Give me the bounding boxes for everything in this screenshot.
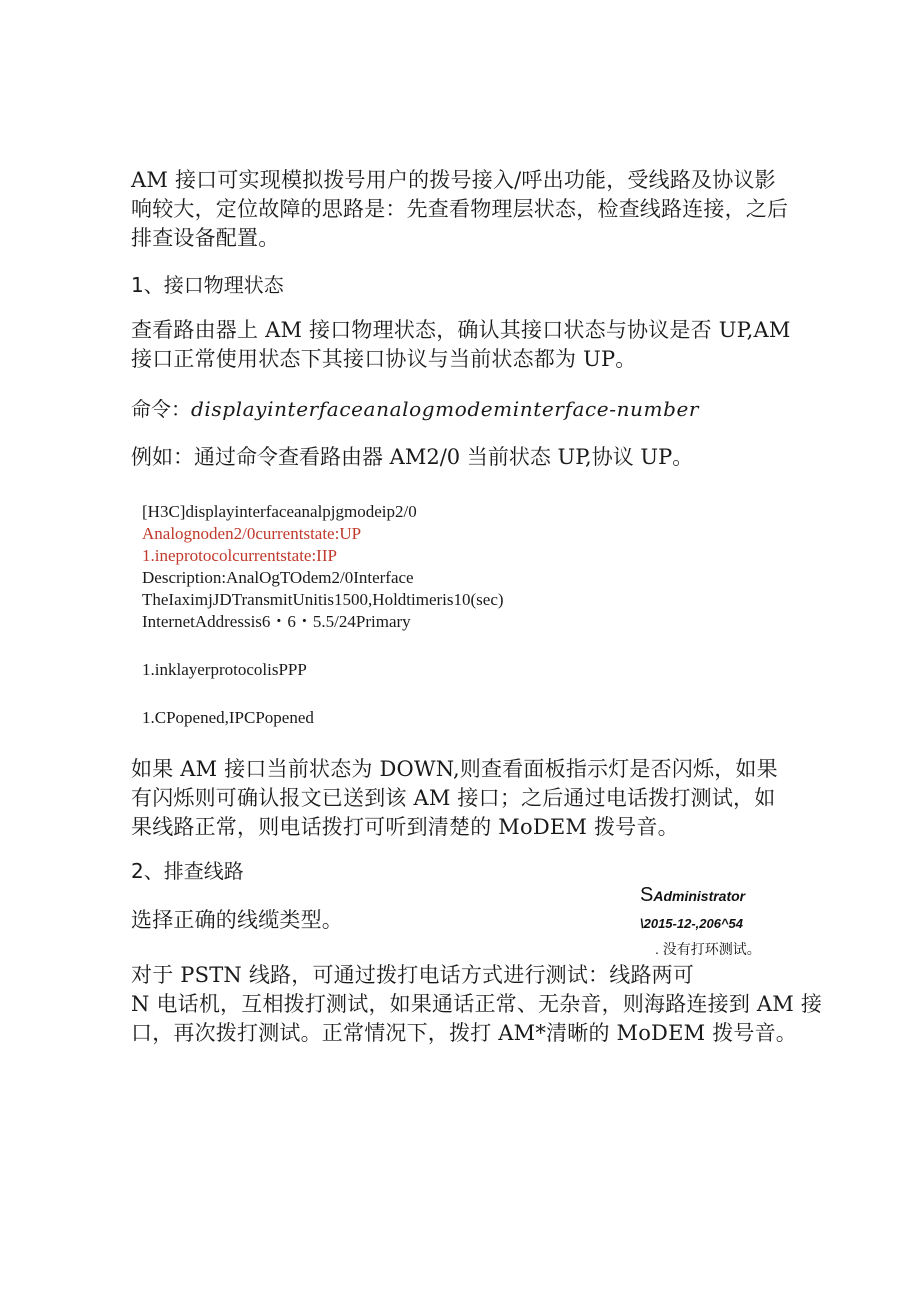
code-line-3: 1.ineprotocolcurrentstate:IIP bbox=[142, 546, 337, 565]
select-cable-line: 选择正确的线缆类型。 bbox=[131, 908, 343, 932]
code-line-4: Description:AnalOgTOdem2/0Interface bbox=[142, 568, 414, 587]
pstn-line-3: 口，再次拨打测试。正常情况下，拨打 AM*清晰的 MoDEM 拨号音。 bbox=[131, 1021, 798, 1045]
command-line bbox=[131, 396, 699, 422]
section-1-heading: 1、接口物理状态 bbox=[131, 273, 284, 297]
command-text: displayinterfaceanalogmodeminterface-number bbox=[191, 397, 700, 421]
code-line-8: 1.CPopened,IPCPopened bbox=[142, 708, 314, 727]
comment-note: . 没有打环测试。 bbox=[655, 941, 761, 957]
down-paragraph: 如果 AM 接口当前状态为 DOWN,则查看面板指示灯是否闪烁，如果有闪烁则可确认报文已送到该 AM 接口；之后通过电话拨打测试，如果线路正常，则电话拨打可听到清楚的 MoDEM 拨号音。 bbox=[131, 757, 778, 839]
example-line: 例如：通过命令查看路由器 AM2/0 当前状态 UP,协议 UP。 bbox=[131, 445, 694, 469]
pstn-line-2: N 电话机，互相拨打测试，如果通话正常、无杂音，则海路连接到 AM 接 bbox=[131, 992, 823, 1016]
code-line-1: [H3C]displayinterfaceanalpjgmodeip2/0 bbox=[142, 502, 417, 521]
pstn-line-1: 对于 PSTN 线路，可通过拨打电话方式进行测试：线路两可 bbox=[131, 963, 695, 987]
code-line-2: Analognoden2/0currentstate:UP bbox=[142, 524, 362, 543]
command-label: 命令： bbox=[131, 397, 191, 421]
section-1-body: 查看路由器上 AM 接口物理状态，确认其接口状态与协议是否 UP,AM 接口正常使用状态下其接口协议与当前状态都为 UP。 bbox=[131, 318, 791, 371]
intro-paragraph: AM 接口可实现模拟拨号用户的拨号接入/呼出功能，受线路及协议影响较大，定位故障的思路是：先查看物理层状态，检查线路连接，之后排查设备配置。 bbox=[131, 168, 789, 250]
code-line-7: 1.inklayerprotocolisPPP bbox=[142, 660, 307, 679]
code-line-6: InternetAddressis6・6・5.5/24Primary bbox=[142, 612, 411, 631]
comment-marker: S bbox=[640, 884, 654, 906]
comment-date: \2015-12-,206^54 bbox=[640, 916, 744, 931]
section-2-heading: 2、排查线路 bbox=[131, 859, 244, 883]
comment-author: Administrator bbox=[653, 888, 746, 904]
code-line-5: TheIaximjJDTransmitUnitis1500,Holdtimeris10(sec) bbox=[142, 590, 504, 609]
review-comment-header bbox=[640, 884, 745, 907]
